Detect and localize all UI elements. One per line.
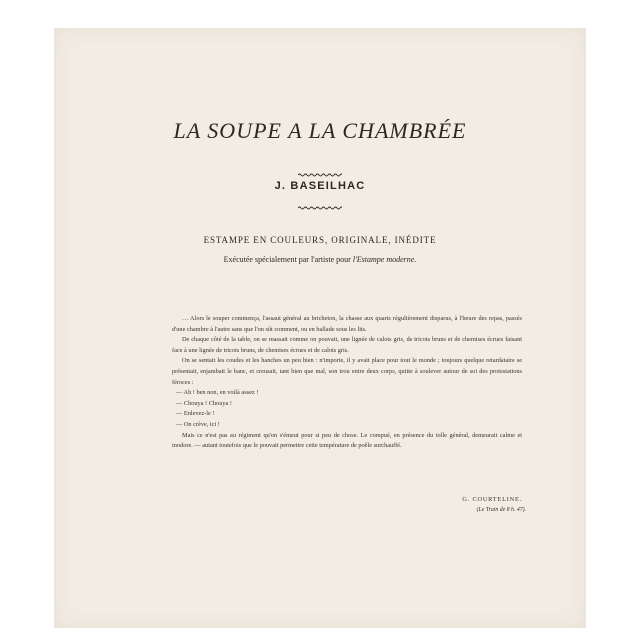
decorative-wavy-rule-top [298, 173, 342, 177]
dialogue-line: — Enlevez-le ! [176, 410, 215, 418]
source-citation: (Le Train de 8 h. 47). [476, 507, 526, 513]
print-description: ESTAMPE EN COULEURS, ORIGINALE, INÉDITE [203, 235, 437, 245]
dialogue-line: — Chouya ! Chouya ! [176, 399, 232, 407]
excerpt-paragraph: … Alors le souper commença, l'assaut général au bricheton, la chasse aux quarts régulièrement disparus, à l'heure des repas, passés d'une chambre à l'autre sans que l'on sût comment, ou en ballade sous les lits. [172, 315, 522, 333]
excerpt-closing: Mais ce n'est pas au régiment qu'on s'émeut pour si peu de chose. Le compué, en présence du tolle général, demeurait calme et inodore. — autant toutefois que le pouvait permettre cette température de poêle surchauffé. [172, 431, 522, 450]
page-title: LA SOUPE A LA CHAMBRÉE [173, 118, 467, 143]
commission-note-text: Exécutée spécialement par l'artiste pour [223, 255, 353, 264]
excerpt-paragraph: De chaque côté de la table, on se massait comme on pouvait, une lignée de calots gris, de tricots bruns et de chemises écrues faisant face à une lignée de tricots bruns, de chemises écrues et de calots gris. [172, 336, 522, 354]
author-signature: G. COURTELINE. [462, 496, 522, 503]
artist-name: J. BASEILHAC [274, 180, 366, 192]
dialogue-line: — Ah ! ben non, en voilà assez ! [176, 389, 259, 397]
print-sheet [54, 28, 586, 628]
literary-excerpt [172, 314, 522, 452]
excerpt-paragraph: On se sentait les coudes et les hanches un peu bien : n'importe, il y avait place pour tout le monde ; toujours quelque retardataire se présentait, enjambait le banc, et creusait, tant bien que mal, son trou entre deux corps, quitte à soulever autour de soi des protestations féroces : [172, 357, 522, 386]
decorative-wavy-rule-bottom [298, 206, 342, 210]
dialogue-line: — On crève, ici ! [176, 420, 220, 428]
commission-note [54, 255, 586, 264]
publication-name: l'Estampe moderne. [352, 255, 417, 264]
